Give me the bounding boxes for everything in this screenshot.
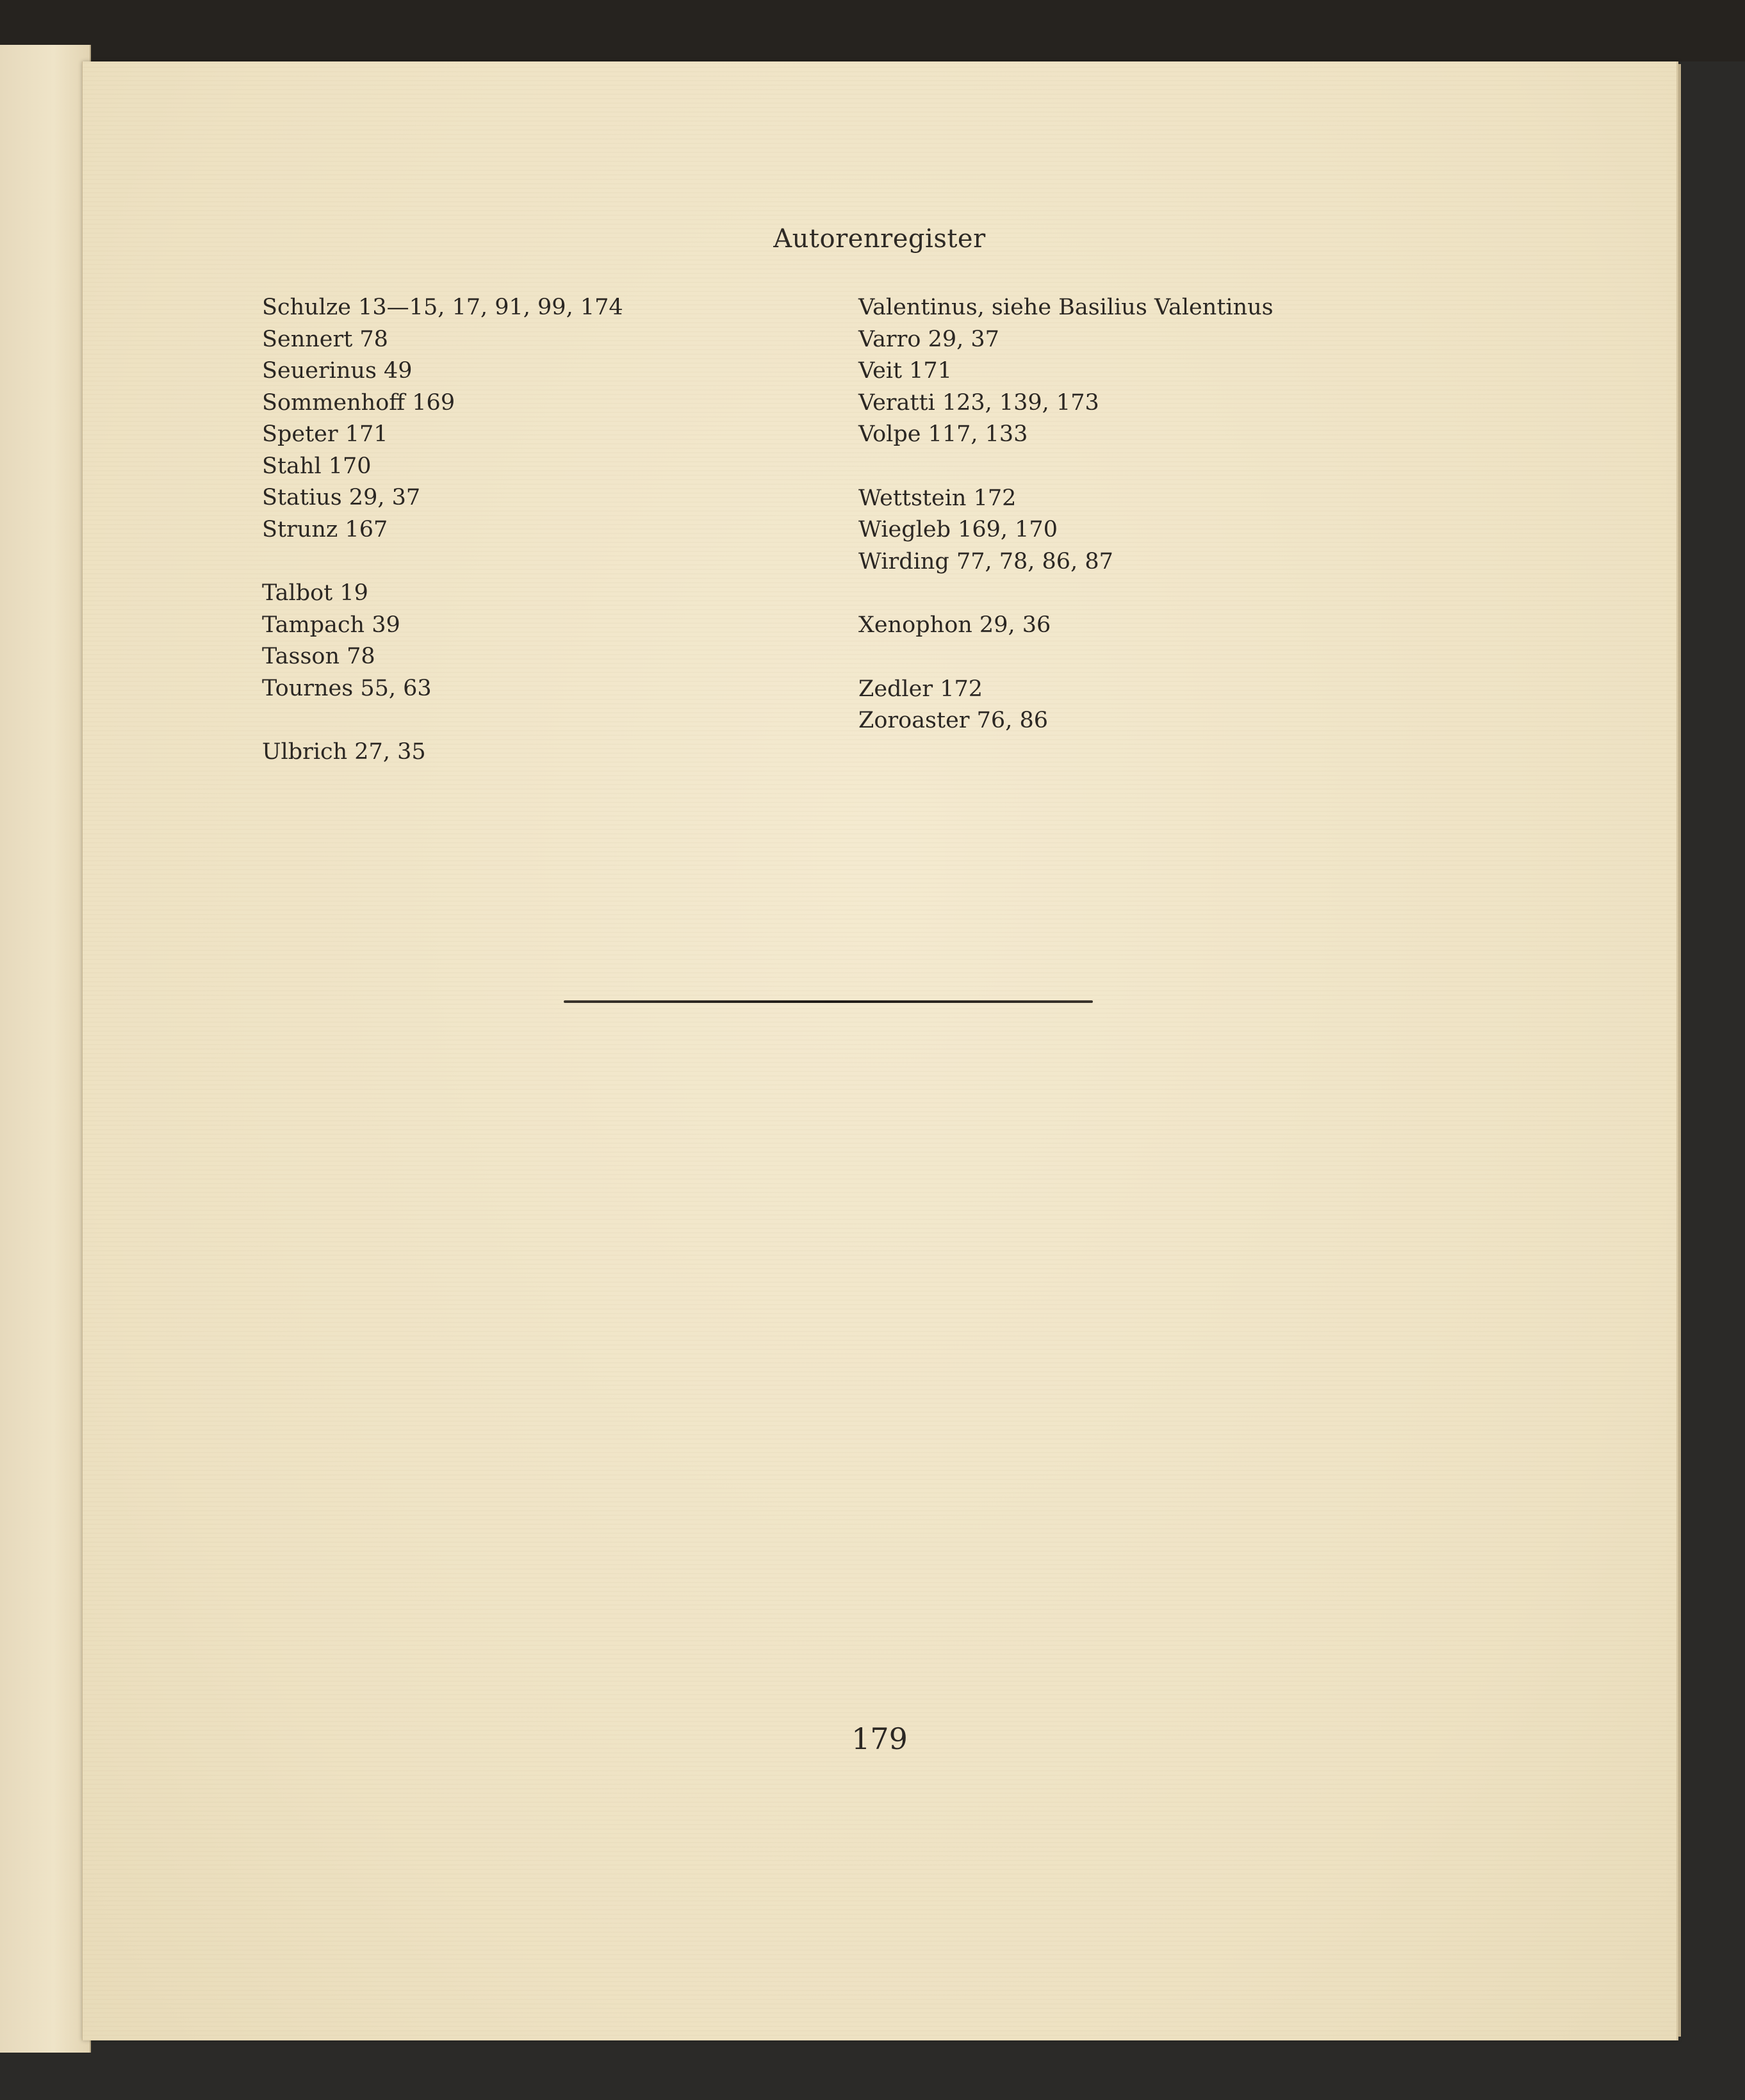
- index-entry: Wirding 77, 78, 86, 87: [858, 548, 1113, 574]
- end-rule: [564, 1000, 1093, 1003]
- letter-group-spacer: [858, 451, 1274, 483]
- letter-group-spacer: [858, 578, 1274, 610]
- index-column-right: [858, 292, 1274, 737]
- index-entry: Varro 29, 37: [858, 326, 999, 352]
- index-entry: Tasson 78: [262, 644, 375, 669]
- index-entry: Volpe 117, 133: [858, 421, 1028, 447]
- letter-group-spacer: [262, 546, 623, 578]
- index-entry: Stahl 170: [262, 453, 372, 479]
- index-entry: Seuerinus 49: [262, 358, 413, 384]
- index-entry: Tournes 55, 63: [262, 675, 432, 701]
- index-page: [82, 61, 1678, 2040]
- index-entry: Wiegleb 169, 170: [858, 517, 1058, 542]
- index-entry: Veratti 123, 139, 173: [858, 389, 1099, 416]
- index-entry: Talbot 19: [262, 580, 368, 606]
- previous-page-edge: [0, 45, 91, 2053]
- index-entry: Zedler 172: [858, 676, 983, 702]
- index-entry: Veit 171: [858, 358, 952, 384]
- index-entry: Valentinus, siehe Basilius Valentinus: [858, 295, 1274, 320]
- index-entry: Tampach 39: [262, 612, 400, 638]
- letter-group-spacer: [858, 642, 1274, 674]
- index-entry: Zoroaster 76, 86: [858, 708, 1048, 733]
- index-column-left: [262, 292, 623, 769]
- index-entry: Statius 29, 37: [262, 485, 421, 510]
- index-entry: Wettstein 172: [858, 485, 1017, 511]
- index-entry: Speter 171: [262, 421, 388, 447]
- scan-background-top: [0, 0, 1745, 61]
- index-entry: Sommenhoff 169: [262, 389, 455, 416]
- index-entry: Schulze 13—15, 17, 91, 99, 174: [262, 295, 623, 320]
- page-number: 179: [851, 1722, 908, 1756]
- index-entry: Xenophon 29, 36: [858, 612, 1051, 638]
- letter-group-spacer: [262, 704, 623, 737]
- index-entry: Ulbrich 27, 35: [262, 739, 426, 765]
- index-entry: Strunz 167: [262, 516, 388, 542]
- index-entry: Sennert 78: [262, 326, 388, 352]
- page-heading: Autorenregister: [773, 224, 986, 254]
